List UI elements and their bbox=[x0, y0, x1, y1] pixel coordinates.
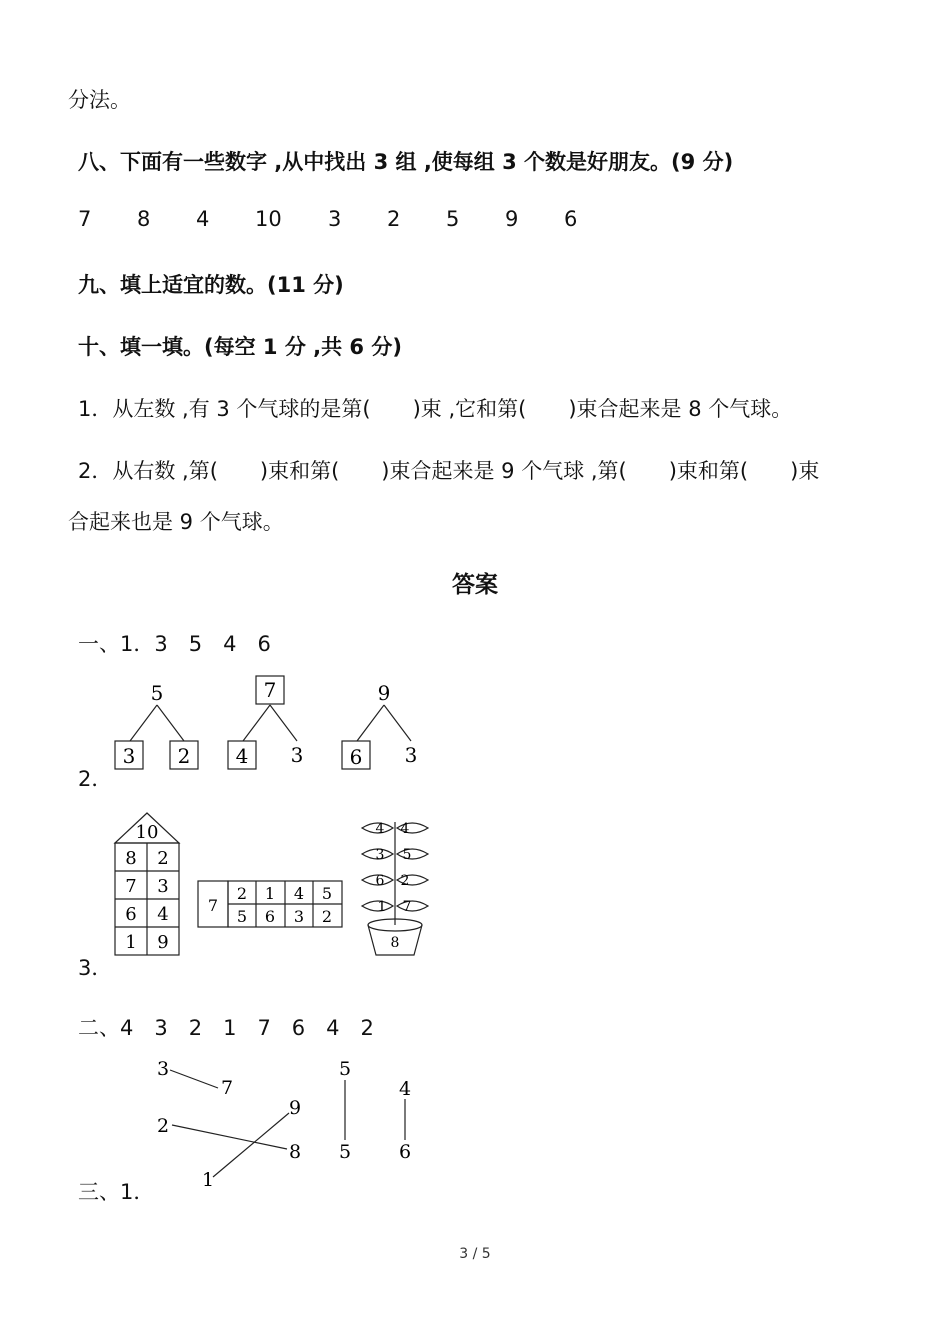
tree-right: 2 bbox=[177, 744, 191, 768]
train-cell: 5 bbox=[236, 907, 248, 926]
pot-number: 8 bbox=[390, 935, 400, 951]
train-cell: 5 bbox=[321, 884, 333, 903]
question-10-1: 1．从左数 ,有 3 个气球的是第( )束 ,它和第( )束合起来是 8 个气球。 bbox=[78, 397, 793, 421]
answer-1-3-label: 3． bbox=[78, 956, 113, 980]
leaf-number: 3 bbox=[375, 847, 385, 863]
house-cell: 9 bbox=[157, 932, 169, 953]
house-cell: 4 bbox=[157, 904, 169, 925]
train-cell: 6 bbox=[264, 907, 276, 926]
answer-2: 二、4 3 2 1 7 6 4 2 bbox=[78, 1016, 374, 1040]
house-roof-number: 10 bbox=[135, 822, 159, 843]
question-10-2: 2．从右数 ,第( )束和第( )束合起来是 9 个气球 ,第( )束和第( )束 bbox=[78, 459, 820, 483]
match-number: 5 bbox=[338, 1141, 352, 1163]
house-cell: 2 bbox=[157, 848, 169, 869]
match-number: 7 bbox=[220, 1077, 234, 1099]
match-number: 5 bbox=[338, 1058, 352, 1080]
number: 9 bbox=[505, 207, 519, 231]
leaf-number: 6 bbox=[375, 873, 385, 889]
tree-left: 4 bbox=[235, 744, 249, 768]
page-number: 3 / 5 bbox=[459, 1246, 491, 1262]
train-cell: 1 bbox=[264, 884, 276, 903]
train-cell: 4 bbox=[293, 884, 305, 903]
match-number: 1 bbox=[201, 1169, 215, 1191]
tree-top: 7 bbox=[263, 678, 277, 702]
number: 7 bbox=[78, 207, 92, 231]
train-cell: 3 bbox=[293, 907, 305, 926]
question-8-heading: 八、下面有一些数字 ,从中找出 3 组 ,使每组 3 个数是好朋友。(9 分) bbox=[78, 150, 734, 174]
question-9-heading: 九、填上适宜的数。(11 分) bbox=[78, 273, 344, 297]
number: 3 bbox=[328, 207, 342, 231]
answer-3-label: 三、1． bbox=[78, 1180, 155, 1204]
tree-left: 3 bbox=[122, 744, 136, 768]
house-cell: 6 bbox=[125, 904, 137, 925]
tree-top: 5 bbox=[150, 681, 164, 705]
number: 5 bbox=[446, 207, 460, 231]
train-cell: 2 bbox=[236, 884, 248, 903]
house-cell: 8 bbox=[125, 848, 137, 869]
leaf-number: 2 bbox=[400, 873, 410, 889]
answer-title: 答案 bbox=[452, 572, 498, 598]
match-number: 4 bbox=[398, 1078, 412, 1100]
number: 10 bbox=[255, 207, 282, 231]
house-cell: 1 bbox=[125, 932, 137, 953]
match-number: 2 bbox=[156, 1115, 170, 1137]
question-10-heading: 十、填一填。(每空 1 分 ,共 6 分) bbox=[78, 335, 402, 359]
matching-figure bbox=[170, 1070, 405, 1177]
house-cell: 7 bbox=[125, 876, 137, 897]
match-number: 3 bbox=[156, 1058, 170, 1080]
number: 6 bbox=[564, 207, 578, 231]
match-number: 9 bbox=[288, 1097, 302, 1119]
house-cell: 3 bbox=[157, 876, 169, 897]
train-cell: 2 bbox=[321, 907, 333, 926]
train-head-number: 7 bbox=[207, 896, 219, 915]
tree-right: 3 bbox=[290, 743, 304, 767]
leaf-number: 7 bbox=[402, 899, 412, 915]
match-number: 8 bbox=[288, 1141, 302, 1163]
text-line: 分法。 bbox=[68, 88, 131, 112]
match-number: 6 bbox=[398, 1141, 412, 1163]
leaf-number: 4 bbox=[400, 821, 410, 837]
number: 8 bbox=[137, 207, 151, 231]
tree-right: 3 bbox=[404, 743, 418, 767]
leaf-number: 5 bbox=[402, 847, 412, 863]
answer-1-1: 一、1．3 5 4 6 bbox=[78, 632, 271, 656]
tree-top: 9 bbox=[377, 681, 391, 705]
leaf-number: 4 bbox=[375, 821, 385, 837]
number: 2 bbox=[387, 207, 401, 231]
answer-1-2-label: 2． bbox=[78, 767, 113, 791]
tree-left: 6 bbox=[349, 745, 363, 769]
number: 4 bbox=[196, 207, 210, 231]
leaf-number: 1 bbox=[377, 899, 387, 915]
question-10-2-cont: 合起来也是 9 个气球。 bbox=[68, 510, 284, 534]
